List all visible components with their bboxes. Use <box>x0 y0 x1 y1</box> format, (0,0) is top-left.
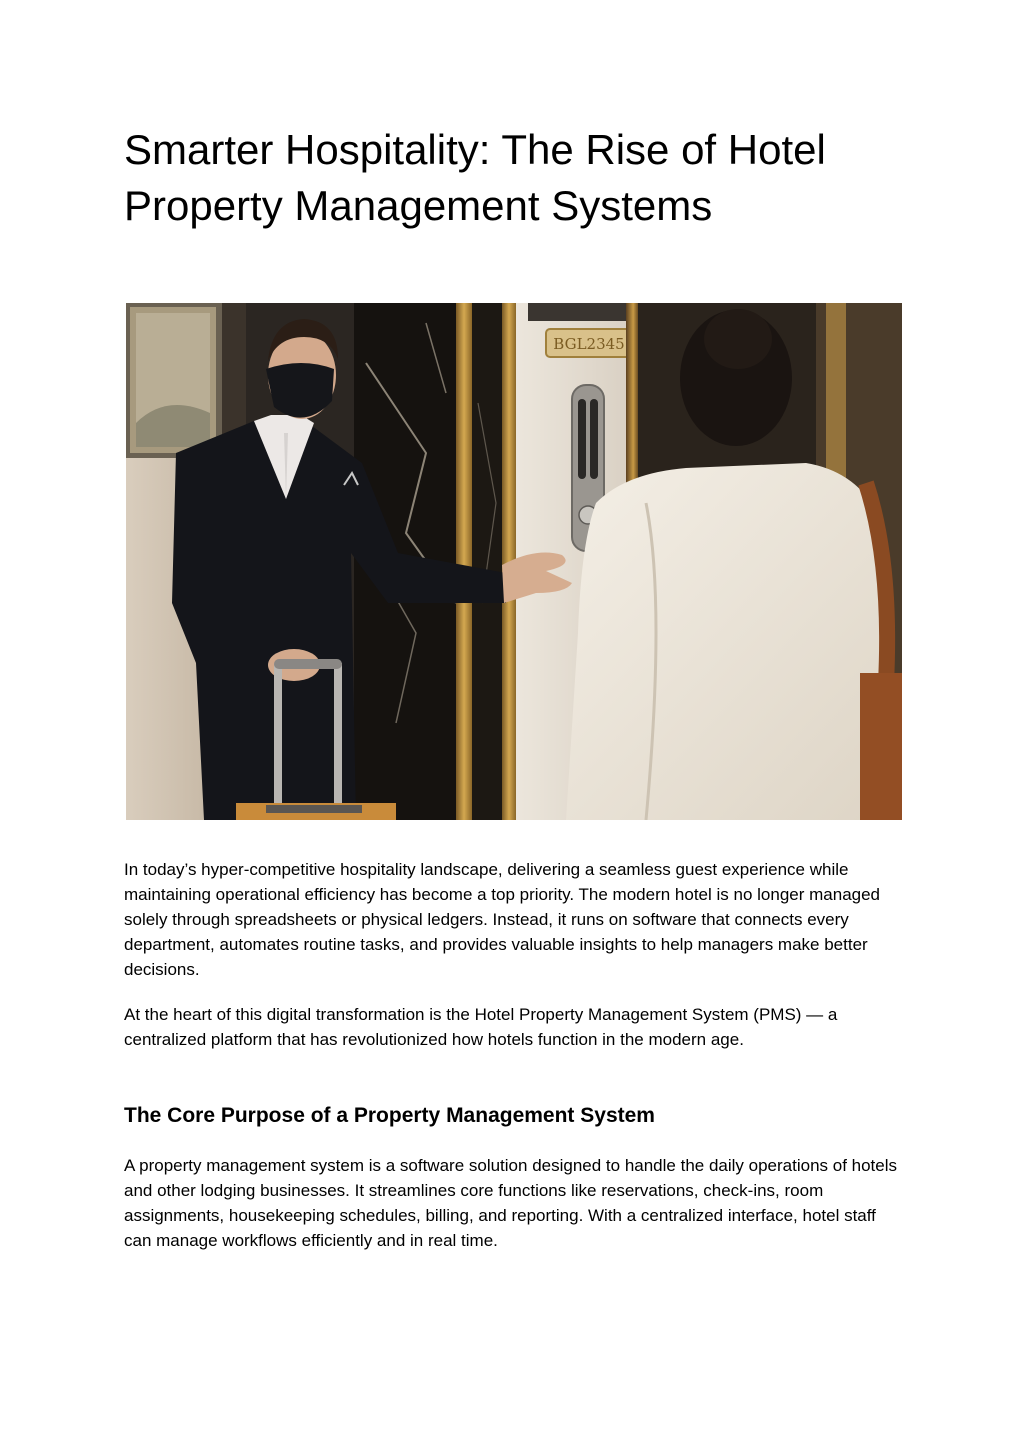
elevator-sign: BGL2345 <box>553 335 625 353</box>
section-heading: The Core Purpose of a Property Management System <box>124 1104 655 1127</box>
pms-paragraph: At the heart of this digital transformation is the Hotel Property Management System (PMS) — a centralized platform that has revolutionized how hotels function in the modern age. <box>124 1005 838 1049</box>
intro-paragraph: In today’s hyper-competitive hospitality landscape, delivering a seamless guest experience while maintaining operational efficiency has become a top priority. The modern hotel is no longer managed solely through spreadsheets or physical ledgers. Instead, it runs on software that connects every department, automates routine tasks, and provides valuable insights to help managers make better decisions. <box>124 860 881 979</box>
core-purpose-paragraph: A property management system is a software solution designed to handle the daily operations of hotels and other lodging businesses. It streamlines core functions like reservations, check-ins, room assignments, housekeeping schedules, billing, and reporting. With a centralized interface, hotel staff can manage workflows efficiently and in real time. <box>124 1156 898 1250</box>
article-title: Smarter Hospitality: The Rise of Hotel Property Management Systems <box>124 126 826 229</box>
hero-illustration <box>126 303 902 820</box>
hero-image <box>126 303 902 820</box>
